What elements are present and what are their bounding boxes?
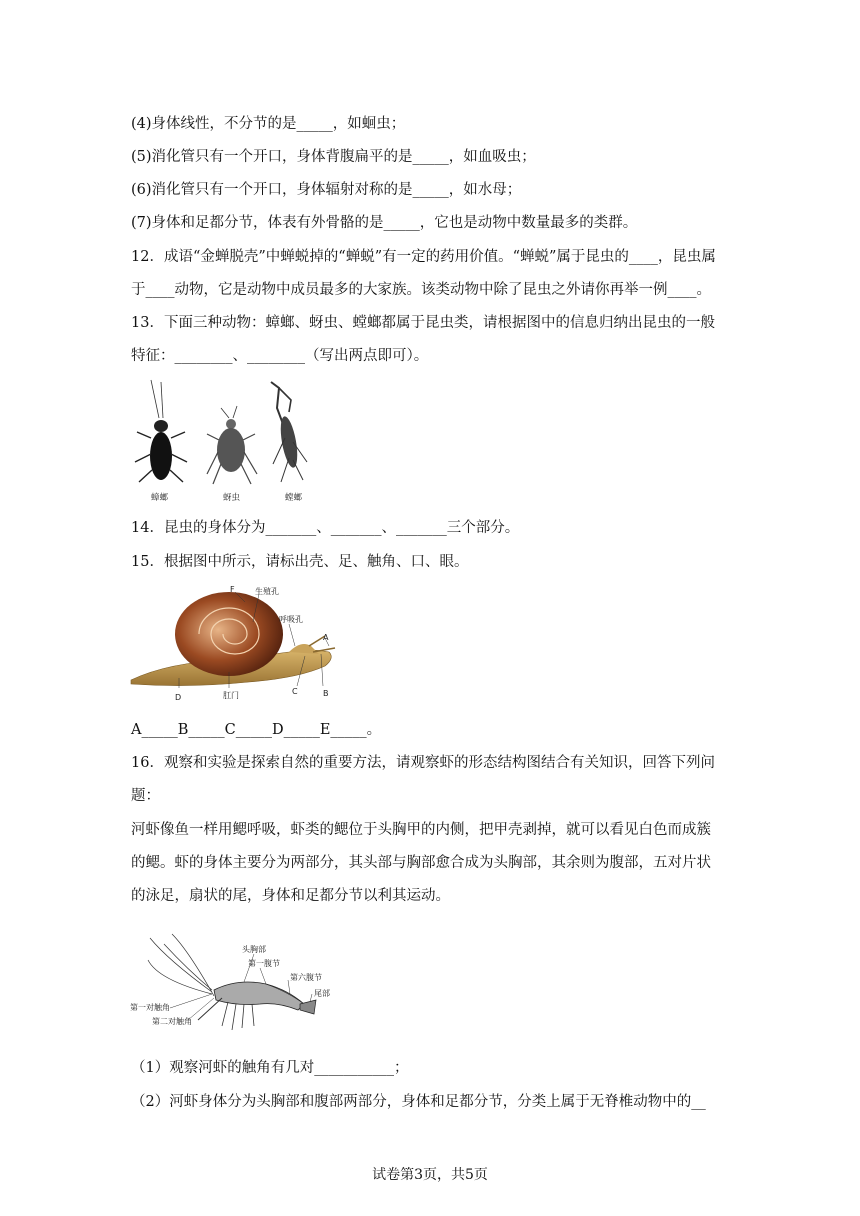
snail-label-anus: 肛门 [223,691,239,700]
question-4: (4)身体线性，不分节的是_____，如蛔虫； [131,116,406,132]
page-footer: 试卷第3页，共5页 [372,1167,488,1183]
cockroach-caption: 蟑螂 [151,493,169,503]
shrimp-paragraph-line2: 的鳃。虾的身体主要分为两部分，其头部与胸部愈合成为头胸部，其余则为腹部，五对片状 [131,855,711,871]
question-14: 14．昆虫的身体分为_______、_______、_______三个部分。 [131,520,520,536]
shrimp-label-second-antenna: 第二对触角 [152,1017,192,1026]
question-5: (5)消化管只有一个开口，身体背腹扁平的是_____，如血吸虫； [131,149,536,165]
question-12-line1: 12．成语“金蝉脱壳”中蝉蜕掉的“蝉蜕”有一定的药用价值。“蝉蜕”属于昆虫的____，昆虫属 [131,249,716,265]
snail-shell [175,592,283,676]
shrimp-label-cephalothorax: 头胸部 [242,945,266,954]
cockroach-image [135,380,187,482]
snail-label-genital-pore: 生殖孔 [255,587,279,596]
shrimp-figure [128,930,348,1042]
mantis-caption: 螳螂 [285,493,303,503]
shrimp-paragraph-line1: 河虾像鱼一样用鳃呼吸，虾类的鳃位于头胸甲的内侧，把甲壳剥掉，就可以看见白色而成簇 [131,822,711,838]
snail-label-F: F [230,585,235,594]
shrimp-label-tail: 尾部 [314,989,330,998]
question-13-line2: 特征：________、________（写出两点即可）。 [131,348,429,364]
question-15: 15．根据图中所示，请标出壳、足、触角、口、眼。 [131,554,469,570]
shrimp-body [214,982,304,1010]
insects-figure [131,378,316,506]
snail-label-D: D [175,693,182,702]
question-7: (7)身体和足都分节，体表有外骨骼的是_____，它也是动物中数量最多的类群。 [131,215,638,231]
shrimp-paragraph-line3: 的泳足，扇状的尾，身体和足都分节以利其运动。 [131,888,450,904]
question-15-answers: A_____B_____C_____D_____E_____。 [131,722,382,738]
question-16-line1: 16．观察和实验是探索自然的重要方法，请观察虾的形态结构图结合有关知识，回答下列问 [131,755,715,771]
aphid-caption: 蚜虫 [223,493,241,503]
mantis-image [271,382,307,482]
snail-label-C: C [292,687,298,696]
shrimp-label-sixth-segment: 第六腹节 [290,973,322,982]
question-16-line2: 题： [131,788,160,804]
snail-label-breathing-pore: 呼吸孔 [279,615,303,624]
sub-question-2: （2）河虾身体分为头胸部和腹部两部分，身体和足都分节，分类上属于无脊椎动物中的__ [131,1094,706,1110]
aphid-image [207,406,257,484]
shrimp-label-first-antenna: 第一对触角 [130,1003,170,1012]
question-6: (6)消化管只有一个开口，身体辐射对称的是_____，如水母； [131,182,522,198]
shrimp-label-first-segment: 第一腹节 [248,959,280,968]
snail-figure [129,582,351,706]
question-13-line1: 13．下面三种动物：蟑螂、蚜虫、螳螂都属于昆虫类，请根据图中的信息归纳出昆虫的一般 [131,315,715,331]
question-12-line2: 于____动物，它是动物中成员最多的大家族。该类动物中除了昆虫之外请你再举一例____。 [131,282,711,298]
sub-question-1: （1）观察河虾的触角有几对___________； [131,1060,409,1076]
snail-label-A: A [323,633,329,642]
shrimp-tail [300,1000,316,1014]
snail-label-B: B [323,689,329,698]
